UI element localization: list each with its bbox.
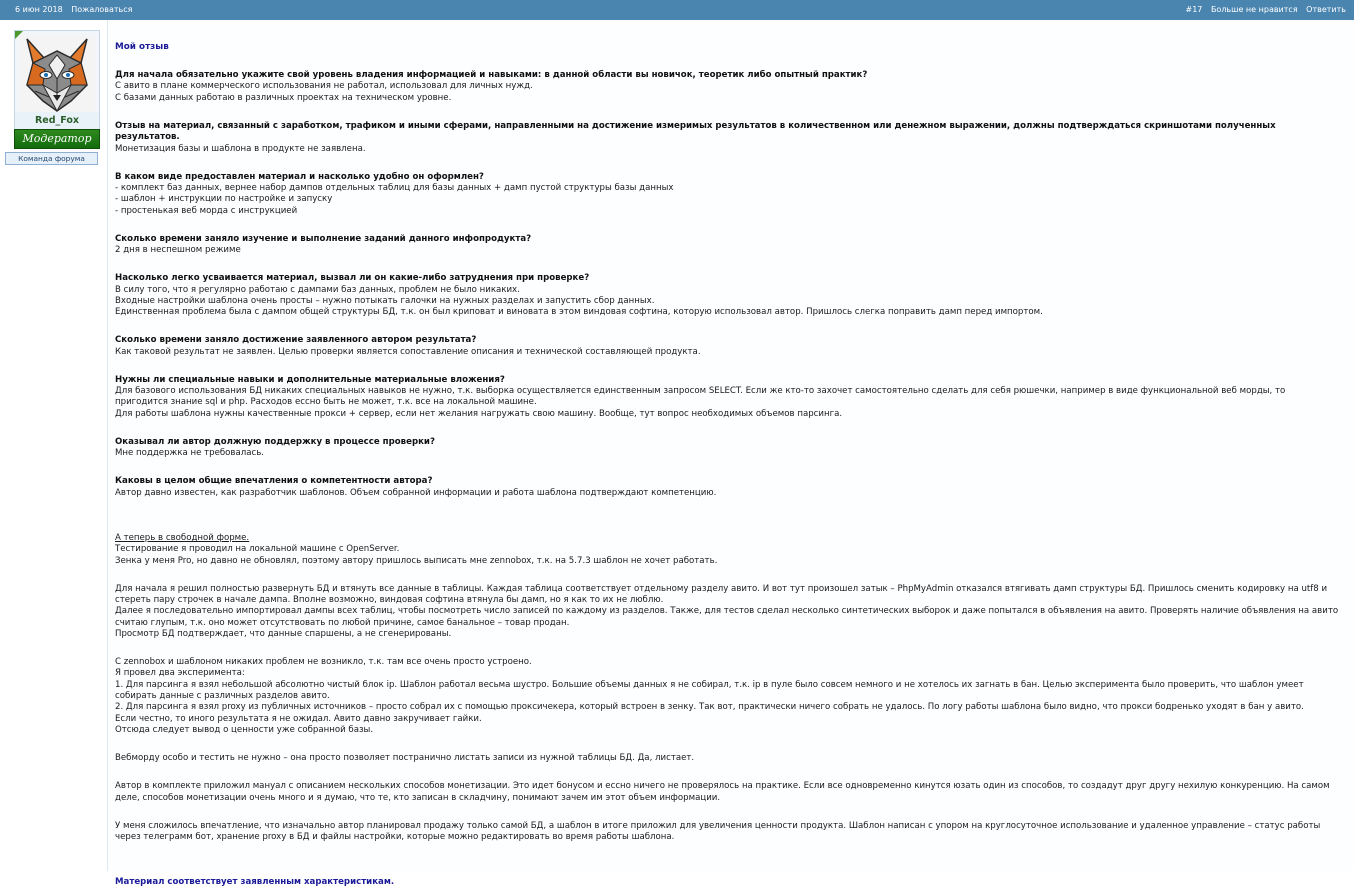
answer-line: - простенькая веб морда с инструкцией (115, 205, 298, 216)
post-meta (15, 0, 132, 20)
question: Насколько легко усваивается материал, вызвал ли он какие-либо затруднения при проверке? (115, 273, 590, 284)
answer-line: С базами данных работаю в различных проектах на техническом уровне. (115, 92, 452, 103)
fox-avatar-icon (19, 35, 95, 113)
answer-line: С авито в плане коммерческого использования не работал, использовал для личных нужд. (115, 81, 533, 92)
answer-line: Автор давно известен, как разработчик шаблонов. Объем собранной информации и работа шаблона подтверждают компетенцию. (115, 487, 717, 498)
reply-link[interactable]: Ответить (1306, 5, 1346, 14)
answer-line: Мне поддержка не требовалась. (115, 448, 265, 459)
forum-team-badge: Команда форума (5, 152, 98, 165)
verdict: Материал соответствует заявленным характеристикам. (115, 877, 395, 888)
question: В каком виде предоставлен материал и насколько удобно он оформлен? (115, 171, 484, 182)
answer-line: Входные настройки шаблона очень просты – нужно потыкать галочки на нужных разделах и запустить сбор данных. (115, 295, 655, 306)
moderator-badge: Модератор (14, 129, 100, 149)
text-paragraph: У меня сложилось впечатление, что изначально автор планировал продажу только самой БД, а шаблон в итоге приложил для увеличения ценности продукта. Шаблон написан с упором на круглосуточное использование и удаленное управление – статус работы через телеграмм бот, хранение proxy в БД и файлы настройки, которые можно редактировать во время работы шаблона. (115, 820, 1321, 843)
username[interactable]: Red_Fox (14, 112, 100, 129)
text-paragraph: Автор в комплекте приложил мануал с описанием нескольких способов монетизации. Это идет бонусом и ессно ничего не проверялось на практике. Если все одновременно кинутся юзать один из способов, то создадут друг другу нехилую конкуренцию. На самом деле, способов монетизации очень много и я думаю, что те, кто записан в складчину, понимают зачем им этот объем информации. (115, 781, 1330, 803)
question: Сколько времени заняло изучение и выполнение заданий данного инфопродукта? (115, 233, 532, 244)
text-line: Я провел два эксперимента: (115, 668, 245, 679)
answer-line: 2 дня в неспешном режиме (115, 245, 241, 256)
question: Нужны ли специальные навыки и дополнительные материальные вложения? (115, 374, 505, 385)
text-line: Просмотр БД подтверждает, что данные спаршены, а не сгенерированы. (115, 628, 452, 639)
avatar[interactable] (14, 30, 100, 118)
post-title: Мой отзыв (115, 42, 169, 52)
text-paragraph: Для начала я решил полностью развернуть БД и втянуть все данные в таблицы. Каждая таблица соответствует отдельному разделу авито. И вот тут произошел затык – PhpMyAdmin отказался втягивать дамп структуры БД. Пришлось сменить кодировку на utf8 и стереть пару строчек в начале дампа. Вполне возможно, виндовая софтина втянула бы дамп, но я как то их не люблю. (115, 583, 1328, 605)
text-line: Отсюда следует вывод о ценности уже собранной базы. (115, 724, 374, 735)
answer-line: Для работы шаблона нужны качественные прокси + сервер, если нет желания нагружать свою машину. Вообще, тут вопрос необходимых объемов парсинга. (115, 408, 843, 419)
post-actions (1186, 0, 1347, 20)
text-line: Тестирование я проводил на локальной машине с OpenServer. (115, 544, 400, 555)
free-form-heading: А теперь в свободной форме. (115, 532, 250, 543)
answer-line: Для базового использования БД никаких специальных навыков не нужно, т.к. выборка осуществляется единственным запросом SELECT. Если же кто-то захочет самостоятельно сделать для себя рюшечки, например в виде функциональной веб морды, то пригодится знание sql и php. Расходов ессно быть не может, т.к. все на локальной машине. (115, 386, 1286, 408)
dislike-link[interactable]: Больше не нравится (1210, 5, 1298, 14)
post-body (115, 42, 1340, 889)
question: Для начала обязательно укажите свой уровень владения информацией и навыками: в данной области вы новичок, теоретик либо опытный практик? (115, 70, 868, 81)
user-sidebar (0, 20, 107, 871)
answer-line: - комплект баз данных, вернее набор дампов отдельных таблиц для базы данных + дамп пустой структуры базы данных (115, 183, 674, 194)
text-paragraph: 1. Для парсинга я взял небольшой абсолютно чистый блок ip. Шаблон работал весьма шустро. Большие объемы данных я не собирал, т.к. ip в пуле было совсем немного и не хотелось их загнать в бан. Целью эксперимента было проверить, что шаблон умеет собирать данные с различных разделов авито. (115, 679, 1304, 701)
question: Сколько времени заняло достижение заявленного автором результата? (115, 335, 477, 346)
post-content (107, 20, 1354, 888)
answer-line: В силу того, что я регулярно работаю с дампами баз данных, проблем не было никаких. (115, 284, 520, 295)
text-line: С zennobox и шаблоном никаких проблем не возникло, т.к. там все очень просто устроено. (115, 657, 532, 668)
question: Оказывал ли автор должную поддержку в процессе проверки? (115, 436, 435, 447)
question: Отзыв на материал, связанный с заработком, трафиком и иными сферами, направленными на достижение измеримых результатов в количественном или денежном выражении, должны подтверждаться скриншотами полученных результатов. (115, 120, 1276, 143)
answer-line: Монетизация базы и шаблона в продукте не заявлена. (115, 143, 366, 154)
answer-line: Единственная проблема была с дампом общей структуры БД, т.к. он был криповат и виновата в этом виндовая софтина, которую использовал автор. Пришлось слегка поправить дамп перед импортом. (115, 307, 1043, 318)
post-date: 6 июн 2018 (15, 5, 63, 14)
question: Каковы в целом общие впечатления о компетентности автора? (115, 476, 433, 487)
post-number-link[interactable]: #17 (1185, 5, 1203, 14)
text-line: Зенка у меня Pro, но давно не обновлял, поэтому автору пришлось выписать мне zennobox, т.к. на 5.7.3 шаблон не хочет работать. (115, 555, 718, 566)
post-header-bar (0, 0, 1354, 20)
answer-line: Как таковой результат не заявлен. Целью проверки является сопоставление описания и технической составляющей продукта. (115, 346, 701, 357)
answer-line: - шаблон + инструкции по настройке и запуску (115, 194, 333, 205)
text-paragraph: 2. Для парсинга я взял proxy из публичных источников – просто собрал их с помощью проксичекера, который встроен в зенку. Так вот, практически ничего собрать не удалось. По логу работы шаблона было видно, что прокси бодренько уходят в бан у авито. (115, 702, 1304, 713)
text-line: Вебморду особо и тестить не нужно – она просто позволяет постранично листать записи из нужной таблицы БД. Да, листает. (115, 753, 695, 764)
report-link[interactable]: Пожаловаться (71, 5, 133, 14)
text-paragraph: Далее я последовательно импортировал дампы всех таблиц, чтобы посмотреть число записей по каждому из разделов. Также, для тестов сделал несколько синтетических выборок и даже попытался в объявления на авито. Проверять наличие объявления на авито считаю глупым, т.к. оно может отсутствовать по любой причине, самое банальное – товар продан. (115, 606, 1339, 628)
text-line: Если честно, то иного результата я не ожидал. Авито давно закручивает гайки. (115, 713, 482, 724)
